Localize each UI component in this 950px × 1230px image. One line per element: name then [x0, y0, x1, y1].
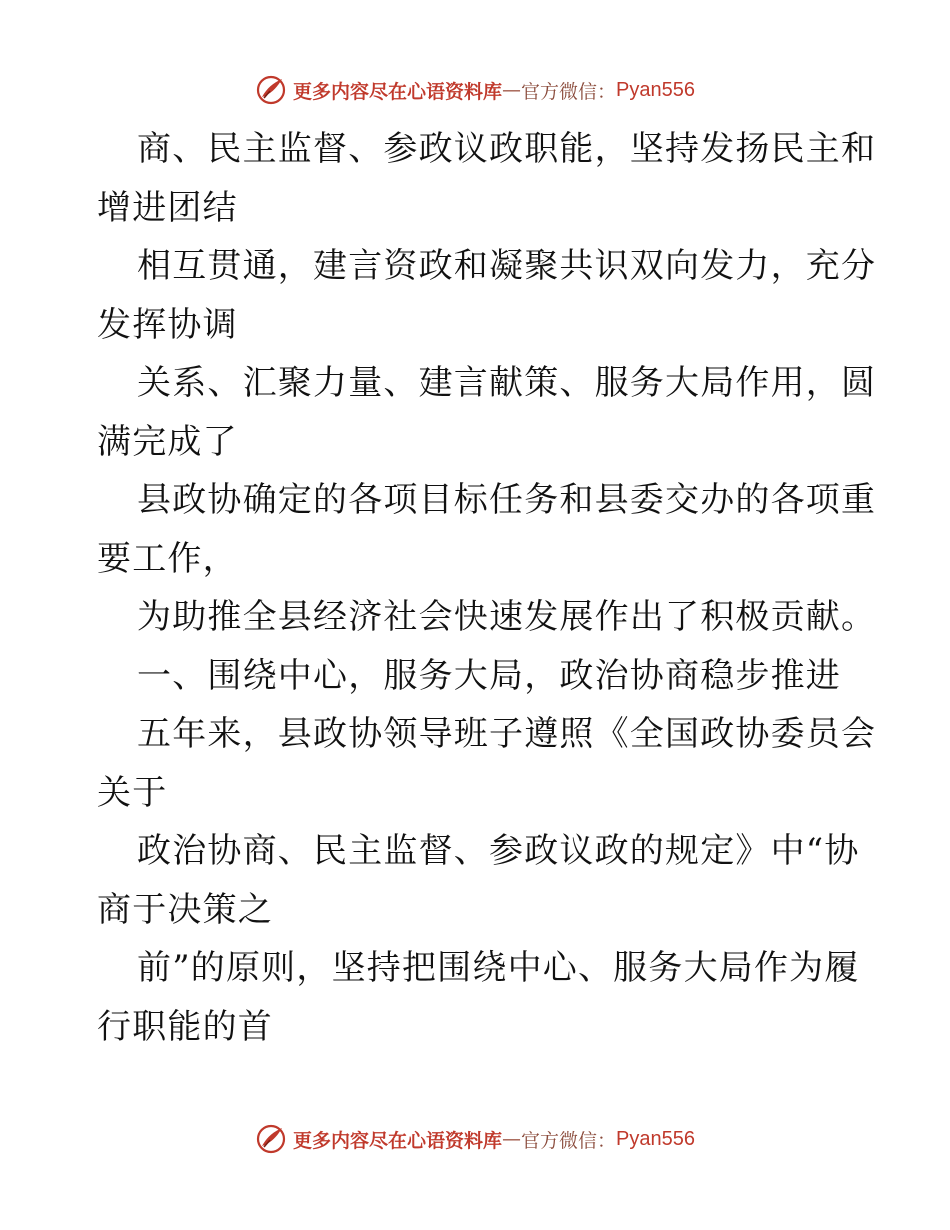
watermark-separator: —	[502, 79, 522, 101]
footer-watermark	[0, 1122, 950, 1156]
watermark-wechat-id: Pyan556	[616, 78, 695, 101]
body-line: 五年来，县政协领导班子遵照《全国政协委员会	[137, 714, 877, 754]
quill-logo-icon	[255, 74, 287, 106]
body-line: 关于	[97, 772, 168, 813]
watermark-wechat-label: 官方微信：	[521, 80, 617, 103]
body-line: 关系、汇聚力量、建言献策、服务大局作用，圆	[137, 363, 877, 403]
body-line: 县政协确定的各项目标任务和县委交办的各项重	[137, 480, 877, 520]
body-line: 增进团结	[97, 187, 238, 228]
body-line: 政治协商、民主监督、参政议政的规定》中“协	[137, 831, 860, 871]
body-line: 发挥协调	[97, 304, 238, 345]
body-line: 为助推全县经济社会快速发展作出了积极贡献。	[137, 597, 877, 637]
body-line: 商于决策之	[97, 889, 273, 930]
document-body	[97, 120, 877, 1056]
watermark-wechat-id: Pyan556	[616, 1127, 695, 1150]
header-watermark	[0, 73, 950, 107]
body-line: 商、民主监督、参政议政职能，坚持发扬民主和	[137, 129, 877, 169]
watermark-separator: —	[502, 1128, 522, 1150]
body-line: 要工作，	[97, 538, 238, 579]
section-heading: 一、围绕中心，服务大局，政治协商稳步推进	[137, 655, 841, 696]
body-line: 相互贯通，建言资政和凝聚共识双向发力，充分	[137, 246, 877, 286]
watermark-wechat-label: 官方微信：	[521, 1129, 617, 1152]
watermark-site-text: 更多内容尽在心语资料库	[293, 80, 503, 103]
body-line: 行职能的首	[97, 1006, 273, 1047]
quill-logo-icon	[255, 1123, 287, 1155]
body-line: 前”的原则，坚持把围绕中心、服务大局作为履	[137, 948, 860, 988]
body-line: 满完成了	[97, 421, 238, 462]
watermark-site-text: 更多内容尽在心语资料库	[293, 1129, 503, 1152]
